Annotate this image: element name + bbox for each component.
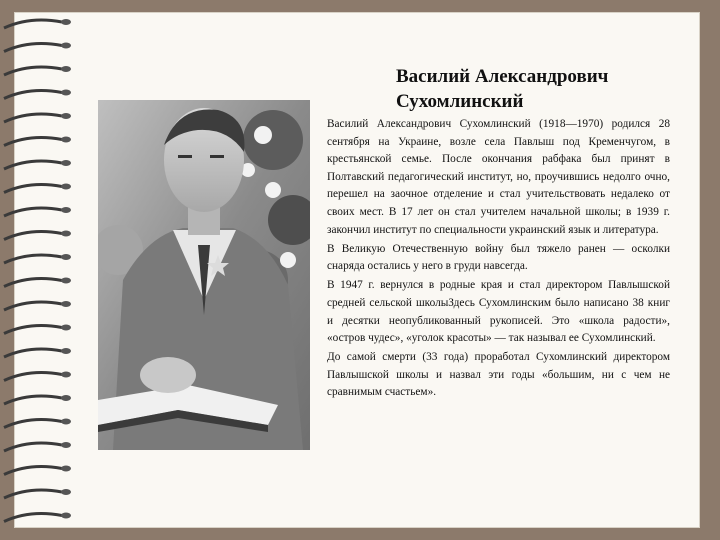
title-line-2: Сухомлинский (396, 91, 524, 112)
spiral-hole (61, 231, 71, 237)
spiral-ring (4, 255, 62, 263)
spiral-hole (61, 513, 71, 519)
spiral-ring (4, 490, 62, 498)
spiral-hole (61, 184, 71, 190)
biography-text (327, 116, 670, 404)
portrait-photo (98, 100, 310, 450)
spiral-ring (4, 67, 62, 75)
spiral-ring (4, 161, 62, 169)
spiral-hole (61, 301, 71, 307)
spiral-hole (61, 395, 71, 401)
title-line-1: Василий Александрович (396, 66, 609, 87)
spiral-hole (61, 278, 71, 284)
spiral-hole (61, 442, 71, 448)
spiral-hole (61, 43, 71, 49)
spiral-ring (4, 279, 62, 287)
paragraph: В Великую Отечественную войну был тяжело ранен — осколки снаряда остались у него в груди навсегда. (327, 242, 670, 273)
spiral-ring (4, 420, 62, 428)
spiral-ring (4, 185, 62, 193)
paragraph: До самой смерти (33 года) проработал Сухомлинский директором Павлышской школы и назвал эти годы «большим, ни с чем не сравнимым счастьем». (327, 351, 670, 399)
spiral-hole (61, 325, 71, 331)
spiral-ring (4, 302, 62, 310)
spiral-ring (4, 514, 62, 522)
spiral-ring (4, 396, 62, 404)
spiral-hole (61, 207, 71, 213)
spiral-ring (4, 208, 62, 216)
spiral-ring (4, 467, 62, 475)
spiral-hole (61, 137, 71, 143)
spiral-ring (4, 349, 62, 357)
spiral-hole (61, 372, 71, 378)
spiral-hole (61, 348, 71, 354)
spiral-hole (61, 466, 71, 472)
spiral-hole (61, 19, 71, 25)
spiral-ring (4, 443, 62, 451)
spiral-ring (4, 114, 62, 122)
spiral-ring (4, 44, 62, 52)
spiral-hole (61, 419, 71, 425)
page-title (396, 64, 686, 114)
spiral-hole (61, 489, 71, 495)
spiral-hole (61, 66, 71, 72)
spiral-hole (61, 113, 71, 119)
spiral-hole (61, 254, 71, 260)
spiral-ring (4, 91, 62, 99)
paragraph: В 1947 г. вернулся в родные края и стал директором Павлышской средней сельской школыЗдесь Сухомлинским было написано 38 книг и десятки неопубликованный рукописей. Это «школа радости», «остров чудес», «уголок красоты» — так называл ее Сухомлинский. (327, 279, 670, 345)
paragraph: Василий Александрович Сухомлинский (1918—1970) родился 28 сентября на Украине, возле села Павлыш под Кременчугом, в крестьянской семье. После окончания рабфака был принят в Полтавский педагогический институт, но, проучившись недолго очно, перешел на заочное отделение и стал учительствовать недалеко от своих мест. В 17 лет он стал учителем начальной школы; в 1939 г. закончил институт по специальности украинский язык и литература. (327, 118, 670, 236)
spiral-ring (4, 232, 62, 240)
spiral-binding-icon (0, 0, 80, 540)
spiral-ring (4, 138, 62, 146)
spiral-ring (4, 20, 62, 28)
spiral-ring (4, 373, 62, 381)
spiral-ring (4, 326, 62, 334)
spiral-hole (61, 160, 71, 166)
spiral-hole (61, 90, 71, 96)
